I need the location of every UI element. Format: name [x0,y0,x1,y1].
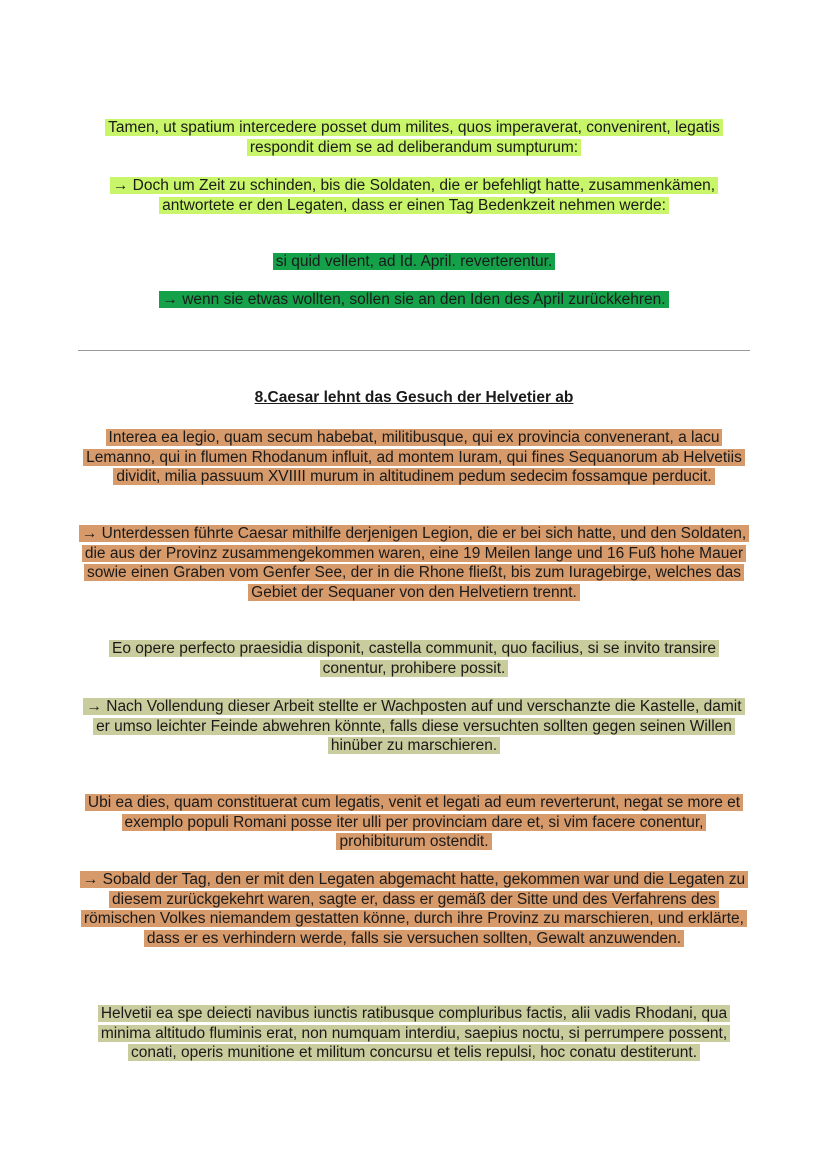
latin-text-4: Eo opere perfecto praesidia disponit, castella communit, quo facilius, si se invito transire conentur, prohibere possit. [109,640,719,677]
latin-text-3: Interea ea legio, quam secum habebat, militibusque, qui ex provincia convenerant, a lacu Lemanno, qui in flumen Rhodanum influit, ad montem Iuram, qui fines Sequanorum ab Helvetiis dividit, milia passuum XVIIII murum in altitudinem pedum sedecim fossamque perducit. [83,429,745,485]
horizontal-divider [78,350,750,351]
german-paragraph-1 [78,176,750,215]
german-text-2: → wenn sie etwas wollten, sollen sie an den Iden des April zurückkehren. [159,291,668,308]
german-paragraph-3 [78,524,750,602]
latin-paragraph-4 [78,639,750,678]
latin-text-1: Tamen, ut spatium intercedere posset dum milites, quos imperaverat, convenirent, legatis respondit diem se ad deliberandum sumpturum: [105,119,723,156]
latin-text-5: Ubi ea dies, quam constituerat cum legatis, venit et legati ad eum reverterunt, negat se more et exemplo populi Romani posse iter ulli per provinciam dare et, si vim facere conentur, prohibiturum ostendit. [85,794,743,850]
latin-paragraph-6 [78,1004,750,1063]
german-paragraph-4 [78,697,750,756]
latin-paragraph-1 [78,118,750,157]
german-paragraph-5 [78,870,750,948]
german-text-3: → Unterdessen führte Caesar mithilfe derjenigen Legion, die er bei sich hatte, und den Soldaten, die aus der Provinz zusammengekommen waren, eine 19 Meilen lange und 16 Fuß hohe Mauer sowie einen Graben vom Genfer See, der in die Rhone fließt, bis zum Iuragebirge, welches das Gebiet der Sequaner von den Helvetiern trennt. [79,525,749,601]
latin-paragraph-3 [78,428,750,487]
german-text-4: → Nach Vollendung dieser Arbeit stellte er Wachposten auf und verschanzte die Kastelle, damit er umso leichter Feinde abwehren könnte, falls diese versuchten sollten gegen seinen Willen hinüber zu marschieren. [83,698,744,754]
german-paragraph-2 [78,290,750,310]
latin-paragraph-5 [78,793,750,852]
german-text-5: → Sobald der Tag, den er mit den Legaten abgemacht hatte, gekommen war und die Legaten zu diesem zurückgekehrt waren, sagte er, dass er gemäß der Sitte und des Verfahrens des römischen Volkes niemandem gestatten könne, durch ihre Provinz zu marschieren, und erklärte, dass er es verhindern werde, falls sie versuchen sollten, Gewalt anzuwenden. [80,871,748,947]
latin-paragraph-2 [78,252,750,272]
section-heading: 8.Caesar lehnt das Gesuch der Helvetier ab [254,389,574,406]
latin-text-6: Helvetii ea spe deiecti navibus iunctis ratibusque compluribus factis, alii vadis Rhodani, qua minima altitudo fluminis erat, non numquam interdiu, saepius noctu, si perrumpere possent, conati, operis munitione et militum concursu et telis repulsi, hoc conatu destiterunt. [98,1005,730,1061]
latin-text-2: si quid vellent, ad Id. April. reverterentur. [273,253,556,270]
german-text-1: → Doch um Zeit zu schinden, bis die Soldaten, die er befehligt hatte, zusammenkämen, antwortete er den Legaten, dass er einen Tag Bedenkzeit nehmen werde: [110,177,718,214]
